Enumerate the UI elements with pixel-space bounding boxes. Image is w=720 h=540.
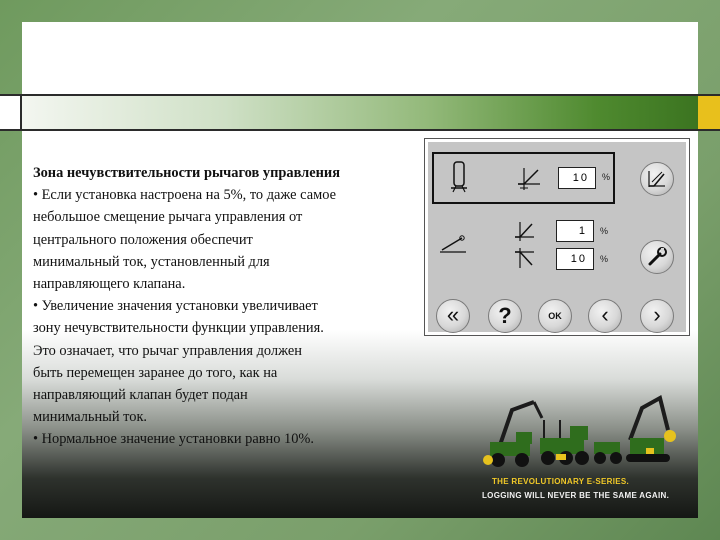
- ad-subline: LOGGING WILL NEVER BE THE SAME AGAIN.: [482, 491, 670, 500]
- text-line: направляющего клапана.: [33, 276, 186, 293]
- text-line: • Увеличение значения установки увеличивает: [33, 298, 318, 315]
- control-panel-screenshot: [424, 138, 690, 336]
- deadband-value-field[interactable]: 10: [558, 167, 596, 189]
- section-title: Зона нечувствительности рычагов управления: [33, 165, 340, 181]
- next-button[interactable]: [640, 299, 674, 333]
- curve-down-icon: [512, 246, 536, 270]
- text-line: направляющий клапан будет подан: [33, 387, 248, 404]
- back-button[interactable]: [436, 299, 470, 333]
- ok-button[interactable]: [538, 299, 572, 333]
- curve-edit-icon: [646, 168, 668, 190]
- service-button[interactable]: [640, 240, 674, 274]
- curve-up-icon: [512, 219, 536, 243]
- chevron-left-icon: ‹: [601, 301, 609, 327]
- chevron-right-icon: ›: [653, 301, 661, 327]
- text-line: • Если установка настроена на 5%, то даже самое: [33, 187, 336, 204]
- question-icon: ?: [498, 303, 512, 328]
- lever-icon: [448, 160, 470, 194]
- ad-headline: THE REVOLUTIONARY E-SERIES.: [492, 477, 630, 486]
- text-line: быть перемещен заранее до того, как на: [33, 364, 278, 381]
- text-line: небольшое смещение рычага управления от: [33, 209, 303, 226]
- ok-label: OK: [548, 311, 562, 321]
- help-button[interactable]: [488, 299, 522, 333]
- max-current-field[interactable]: 10: [556, 248, 594, 270]
- header-band-accent: [698, 96, 720, 129]
- percent-label: %: [600, 254, 609, 264]
- percent-label: %: [602, 172, 611, 182]
- text-line: минимальный ток.: [33, 409, 148, 426]
- curve-settings-button[interactable]: [640, 162, 674, 196]
- control-panel: [428, 142, 686, 332]
- wrench-icon: [646, 246, 668, 268]
- text-line: Это означает, что рычаг управления должен: [33, 342, 302, 359]
- selected-setting-row[interactable]: [432, 152, 615, 204]
- lever-angle-icon: [438, 234, 468, 256]
- text-line: зону нечувствительности функции управления.: [33, 320, 324, 337]
- header-band: [22, 96, 698, 129]
- text-line: центрального положения обеспечит: [33, 231, 253, 248]
- title-area: [22, 22, 698, 92]
- deadband-curve-icon: [514, 164, 542, 192]
- min-current-field[interactable]: 1: [556, 220, 594, 242]
- percent-label: %: [600, 226, 609, 236]
- double-chevron-left-icon: «: [446, 301, 460, 327]
- header-band-left: [0, 96, 22, 129]
- text-line: минимальный ток, установленный для: [33, 253, 270, 270]
- text-line: • Нормальное значение установки равно 10%.: [33, 431, 314, 448]
- forestry-machines-image: [470, 390, 695, 470]
- body-text: [33, 162, 413, 451]
- previous-button[interactable]: [588, 299, 622, 333]
